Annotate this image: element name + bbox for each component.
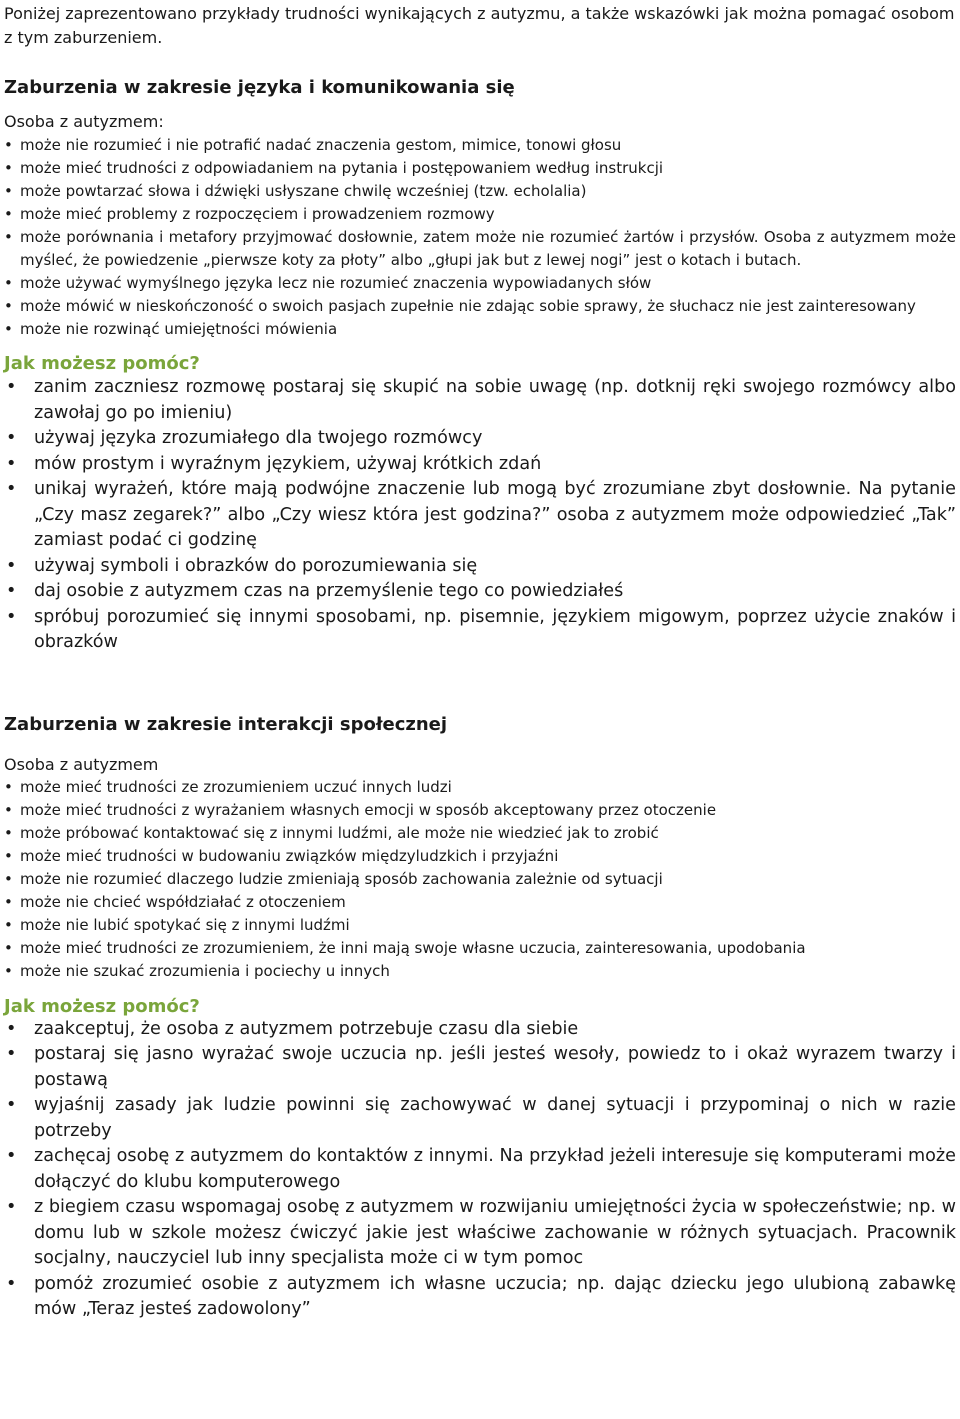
intro-paragraph: Poniżej zaprezentowano przykłady trudności wynikających z autyzmu, a także wskazówki jak można pomagać osobom z tym zaburzeniem. [4,4,955,47]
list-item: • może mieć trudności w budowaniu związków międzyludzkich i przyjaźni [4,845,956,868]
list-item: • może nie szukać zrozumienia i pociechy u innych [4,960,956,983]
list-item: • może nie rozumieć i nie potrafić nadać znaczenia gestom, mimice, tonowi głosu [4,134,956,157]
list-item: • mów prostym i wyraźnym językiem, używaj krótkich zdań [4,452,956,478]
list-item: • używaj symboli i obrazków do porozumiewania się [4,554,956,580]
section1-list [4,134,956,341]
list-item: • może mówić w nieskończoność o swoich pasjach zupełnie nie zdając sobie sprawy, że słuchacz nie jest zainteresowany [4,295,956,318]
list-item: • zaakceptuj, że osoba z autyzmem potrzebuje czasu dla siebie [4,1017,956,1043]
list-item: • może próbować kontaktować się z innymi ludźmi, ale może nie wiedzieć jak to zrobić [4,822,956,845]
section1-help-list [4,375,956,656]
list-item: • pomóż zrozumieć osobie z autyzmem ich własne uczucia; np. dając dziecku jego ulubioną zabawkę mów „Teraz jesteś zadowolony” [4,1272,956,1323]
section1-help-heading: Jak możesz pomóc? [4,353,200,374]
section2-heading: Zaburzenia w zakresie interakcji społecznej [4,713,448,735]
document-page [4,0,956,1323]
list-item: • może nie rozumieć dlaczego ludzie zmieniają sposób zachowania zależnie od sytuacji [4,868,956,891]
list-item: • zachęcaj osobę z autyzmem do kontaktów z innymi. Na przykład jeżeli interesuje się komputerami może dołączyć do klubu komputerowego [4,1144,956,1195]
section1-heading: Zaburzenia w zakresie języka i komunikowania się [4,77,515,98]
list-item: • może nie rozwinąć umiejętności mówienia [4,318,956,341]
list-item: • może mieć trudności z wyrażaniem własnych emocji w sposób akceptowany przez otoczenie [4,799,956,822]
list-item: • unikaj wyrażeń, które mają podwójne znaczenie lub mogą być zrozumiane zbyt dosłownie. Na pytanie „Czy masz zegarek?” albo „Czy wiesz która jest godzina?” osoba z autyzmem może odpowiedzieć „Tak” zamiast podać ci godzinę [4,477,956,554]
list-item: • może mieć trudności ze zrozumieniem, że inni mają swoje własne uczucia, zainteresowania, upodobania [4,937,956,960]
list-item: • może porównania i metafory przyjmować dosłownie, zatem może nie rozumieć żartów i przysłów. Osoba z autyzmem może myśleć, że powiedzenie „pierwsze koty za płoty” albo „głupi jak but z lewej nogi” jest o kotach i butach. [4,226,956,272]
list-item: • używaj języka zrozumiałego dla twojego rozmówcy [4,426,956,452]
list-item: • może powtarzać słowa i dźwięki usłyszane chwilę wcześniej (tzw. echolalia) [4,180,956,203]
section2-list [4,776,956,983]
section2-help-heading: Jak możesz pomóc? [4,995,200,1017]
section2-lead: Osoba z autyzmem [4,754,159,774]
list-item: • spróbuj porozumieć się innymi sposobami, np. pisemnie, językiem migowym, poprzez użycie znaków i obrazków [4,605,956,656]
list-item: • wyjaśnij zasady jak ludzie powinni się zachowywać w danej sytuacji i przypominaj o nich w razie potrzeby [4,1093,956,1144]
list-item: • postaraj się jasno wyrażać swoje uczucia np. jeśli jesteś wesoły, powiedz to i okaż wyrazem twarzy i postawą [4,1042,956,1093]
list-item: • może nie chcieć współdziałać z otoczeniem [4,891,956,914]
section2-help-list [4,1017,956,1323]
list-item: • może mieć trudności ze zrozumieniem uczuć innych ludzi [4,776,956,799]
list-item: • zanim zaczniesz rozmowę postaraj się skupić na sobie uwagę (np. dotknij ręki swojego rozmówcy albo zawołaj go po imieniu) [4,375,956,426]
list-item: • z biegiem czasu wspomagaj osobę z autyzmem w rozwijaniu umiejętności życia w społeczeństwie; np. w domu lub w szkole możesz ćwiczyć jakie jest właściwe zachowanie w różnych sytuacjach. Pracownik socjalny, nauczyciel lub inny specjalista może ci w tym pomoc [4,1195,956,1272]
list-item: • może mieć problemy z rozpoczęciem i prowadzeniem rozmowy [4,203,956,226]
list-item: • może mieć trudności z odpowiadaniem na pytania i postępowaniem według instrukcji [4,157,956,180]
section1-lead: Osoba z autyzmem: [4,112,164,131]
list-item: • daj osobie z autyzmem czas na przemyślenie tego co powiedziałeś [4,579,956,605]
list-item: • może używać wymyślnego języka lecz nie rozumieć znaczenia wypowiadanych słów [4,272,956,295]
list-item: • może nie lubić spotykać się z innymi ludźmi [4,914,956,937]
